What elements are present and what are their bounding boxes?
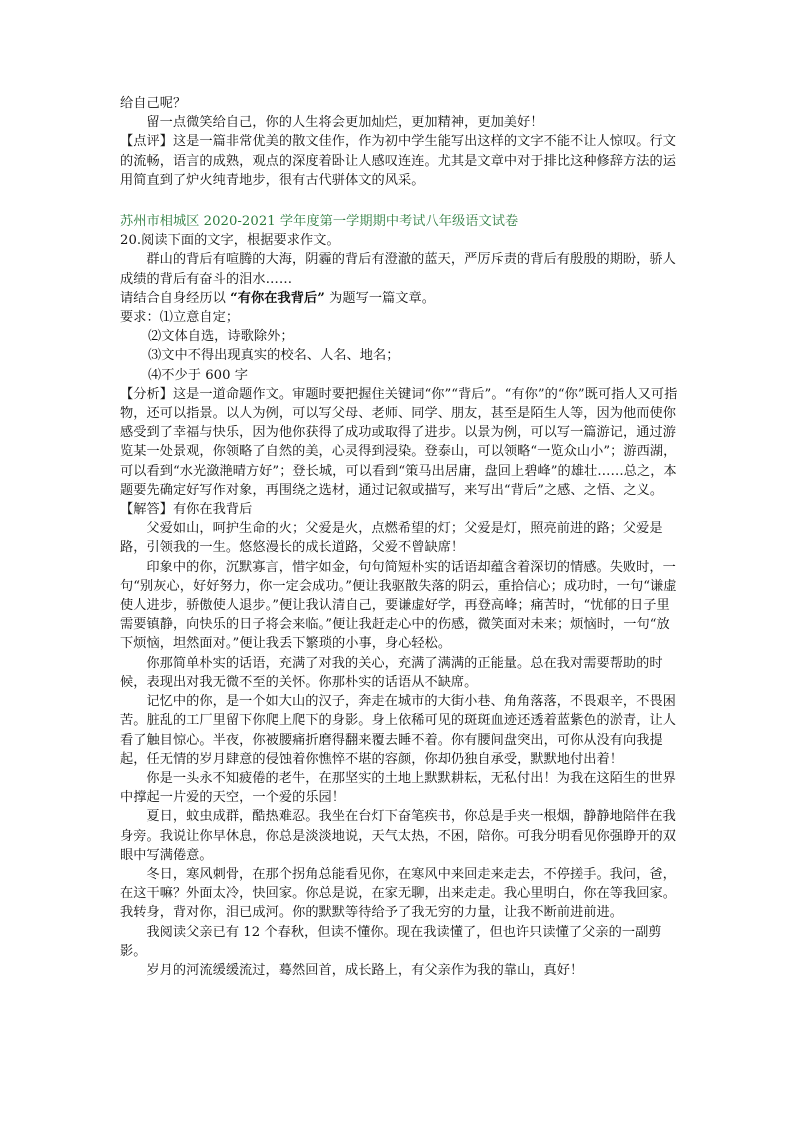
answer-label: 【解答】有你在我背后 — [120, 502, 253, 518]
answer-paragraph: 我阅读父亲已有 12 个春秋，但读不懂你。现在我读懂了，但也许只读懂了父亲的一副剪影。 — [120, 924, 662, 959]
question-heading: 20.阅读下面的文字，根据要求作文。 — [120, 233, 340, 249]
answer-paragraph: 记忆中的你，是一个如大山的汉子，奔走在城市的大街小巷、角角落落，不畏艰辛，不畏困苦。脏乱的工厂里留下你爬上爬下的身影。身上依稀可见的斑斑血迹还透着蓝紫色的淤青，让人看了触目惊心。半夜，你被腰痛折磨得翻来覆去睡不着。你有腰间盘突出，可你从没有向我提起，任无情的岁月肆意的侵蚀着你憔悴不堪的容颜，你却仍独自承受，默默地付出着！ — [120, 694, 676, 767]
prompt-after: 为题写一篇文章。 — [324, 290, 436, 306]
requirement-item: ⑷不少于 600 字 — [148, 367, 248, 383]
answer-paragraph: 冬日，寒风刺骨，在那个拐角总能看见你，在寒风中来回走来走去，不停搓手。我问，爸，在这干嘛？外面太冷，快回家。你总是说，在家无聊，出来走走。我心里明白，你在等我回家。我转身，背对你，泪已成河。你的默默等待给予了我无穷的力量，让我不断前进前进。 — [120, 866, 676, 921]
prev-essay-closing: 留一点微笑给自己，你的人生将会更加灿烂，更加精神，更加美好！ — [146, 115, 544, 131]
prompt-title: “有你在我背后” — [230, 290, 325, 306]
answer-paragraph: 夏日，蚊虫成群，酷热难忍。我坐在台灯下奋笔疾书，你总是手夹一根烟，静静地陪伴在我身旁。我说让你早休息，你总是淡淡地说，天气太热，不困，陪你。可我分明看见你强睁开的双眼中写满倦意。 — [120, 809, 676, 863]
answer-paragraph: 印象中的你，沉默寡言，惜字如金，句句简短朴实的话语却蕴含着深切的情感。失败时，一句“别灰心，好好努力，你一定会成功。”便让我驱散失落的阴云，重拾信心；成功时，一句“谦虚使人进步，骄傲使人退步。”便让我认清自己，要谦虚好学，再登高峰；痛苦时，“忧郁的日子里需要镇静，向快乐的日子将会来临。”便让我赶走心中的伤感，微笑面对未来；烦恼时，一句“放下烦恼，坦然面对。”便让我丢下繁琐的小事，身心轻松。 — [120, 559, 677, 652]
question-passage: 群山的背后有喧腾的大海，阴霾的背后有澄澈的蓝天，严厉斥责的背后有殷殷的期盼，骄人成绩的背后有奋斗的泪水…… — [120, 252, 676, 287]
section-gap — [120, 190, 678, 212]
answer-paragraph: 你是一头永不知疲倦的老牛，在那坚实的土地上默默耕耘，无私付出！为我在这陌生的世界中撑起一片爱的天空，一个爱的乐园！ — [120, 770, 676, 806]
prev-essay-comment: 【点评】这是一篇非常优美的散文佳作，作为初中学生能写出这样的文字不能不让人惊叹。行文的流畅，语言的成熟，观点的深度着卧让人感叹连连。尤其是文章中对于排比这种修辞方法的运用简直到了炉火纯青地步，很有古代骈体文的风采。 — [120, 134, 676, 188]
requirement-item: ⑶文中不得出现真实的校名、人名、地名； — [148, 348, 400, 364]
analysis-paragraph: 【分析】这是一道命题作文。审题时要把握住关键词“你”“背后”。“有你”的“你”既可指人又可指物，还可以指景。以人为例，可以写父母、老师、同学、朋友，甚至是陌生人等，因为他而使你感受到了幸福与快乐，因为他你获得了成功或取得了进步。以景为例，可以写一篇游记，通过游览某一处景观，你领略了自然的美，心灵得到浸染。登泰山，可以领略“一览众山小”；游西湖，可以看到“水光潋滟晴方好”；登长城，可以看到“策马出居庸，盘回上碧峰”的雄壮……总之，本题要先确定好写作对象，再围绕之选材，通过记叙或描写，来写出“背后”之感、之悟、之义。 — [120, 386, 678, 498]
prompt-before: 请结合自身经历以 — [120, 290, 231, 306]
answer-paragraph: 你那简单朴实的话语，充满了对我的关心，充满了满满的正能量。总在我对需要帮助的时候，表现出对我无微不至的关怀。你那朴实的话语从不缺席。 — [120, 655, 663, 690]
requirement-item: 要求：⑴立意自定； — [120, 310, 240, 326]
exam-source-title: 苏州市相城区 2020-2021 学年度第一学期期中考试八年级语文试卷 — [120, 214, 519, 230]
question-prompt — [120, 289, 678, 308]
answer-paragraph: 岁月的河流缓缓流过，蓦然回首，成长路上，有父亲作为我的靠山，真好！ — [146, 962, 584, 978]
answer-paragraph: 父爱如山，呵护生命的火；父爱是火，点燃希望的灯；父爱是灯，照亮前进的路；父爱是路，引领我的一生。悠悠漫长的成长道路，父爱不曾缺席！ — [120, 521, 663, 556]
requirement-item: ⑵文体自选，诗歌除外； — [148, 329, 294, 345]
document-page — [120, 94, 678, 980]
prev-essay-tail: 给自己呢？ — [120, 96, 187, 111]
